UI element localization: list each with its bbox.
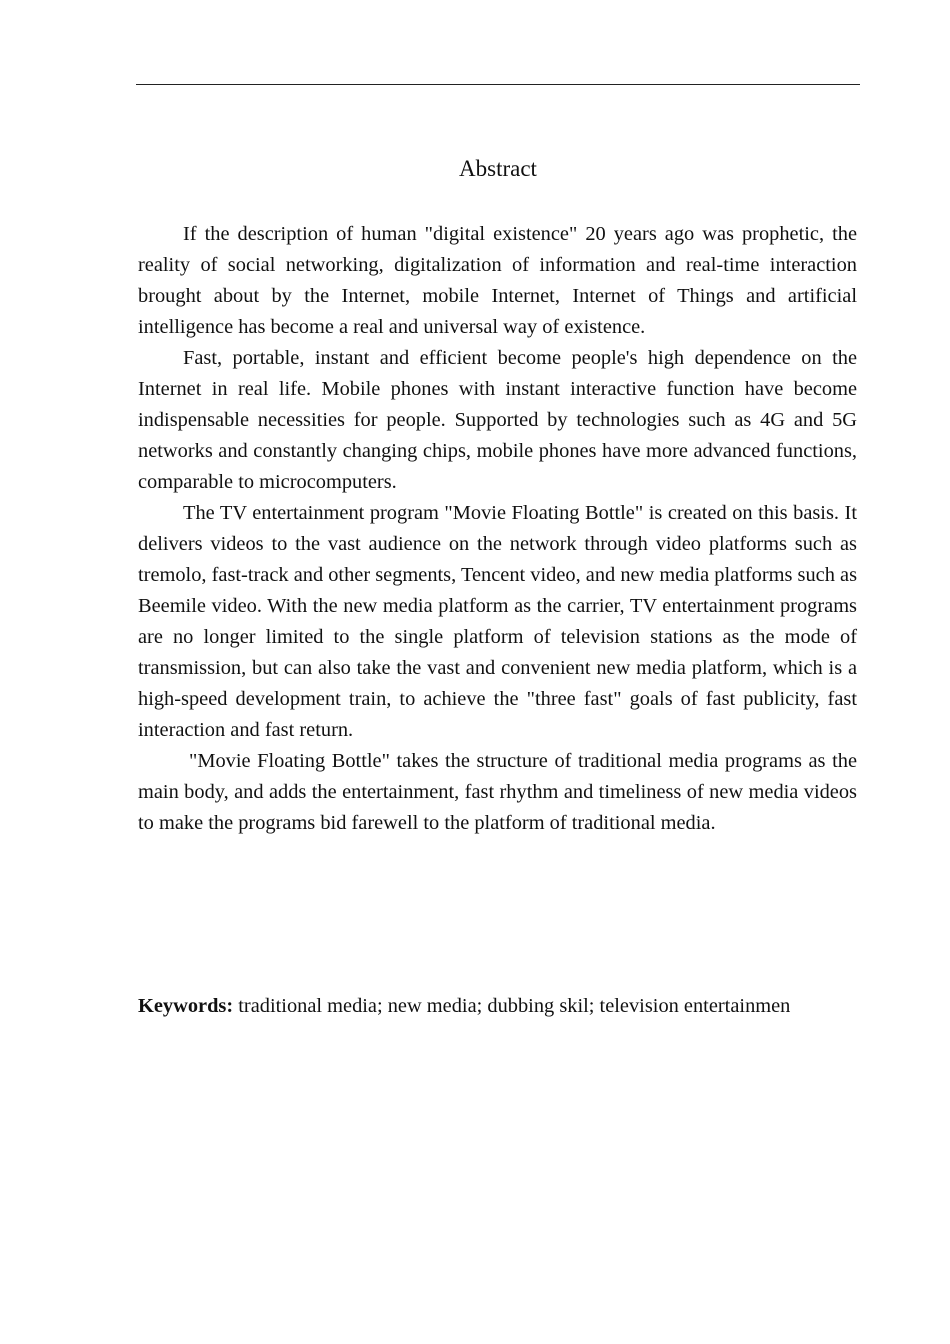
abstract-paragraph-3: The TV entertainment program "Movie Floating Bottle" is created on this basis. It delivers videos to the vast audience on the network through video platforms such as tremolo, fast-track and other segments, Tencent video, and new media platforms such as Beemile video. With the new media platform as the carrier, TV entertainment programs are no longer limited to the single platform of television stations as the mode of transmission, but can also take the vast and convenient new media platform, which is a high-speed development train, to achieve the "three fast" goals of fast publicity, fast interaction and fast return. <box>138 502 858 741</box>
header-rule <box>136 84 860 85</box>
keywords-line <box>138 991 898 1022</box>
abstract-body <box>138 219 857 839</box>
abstract-paragraph-2: Fast, portable, instant and efficient become people's high dependence on the Internet in real life. Mobile phones with instant interactive function have become indispensable necessities for people. Supported by technologies such as 4G and 5G networks and constantly changing chips, mobile phones have more advanced functions, comparable to microcomputers. <box>138 347 857 493</box>
abstract-title: Abstract <box>459 156 537 181</box>
keywords-text: traditional media; new media; dubbing skil; television entertainmen <box>233 995 791 1017</box>
abstract-paragraph-4: "Movie Floating Bottle" takes the structure of traditional media programs as the main body, and adds the entertainment, fast rhythm and timeliness of new media videos to make the programs bid farewell to the platform of traditional media. <box>138 750 857 834</box>
keywords-label: Keywords: <box>138 995 234 1017</box>
abstract-paragraph-1: If the description of human "digital existence" 20 years ago was prophetic, the reality of social networking, digitalization of information and real-time interaction brought about by the Internet, mobile Internet, Internet of Things and artificial intelligence has become a real and universal way of existence. <box>138 223 857 338</box>
